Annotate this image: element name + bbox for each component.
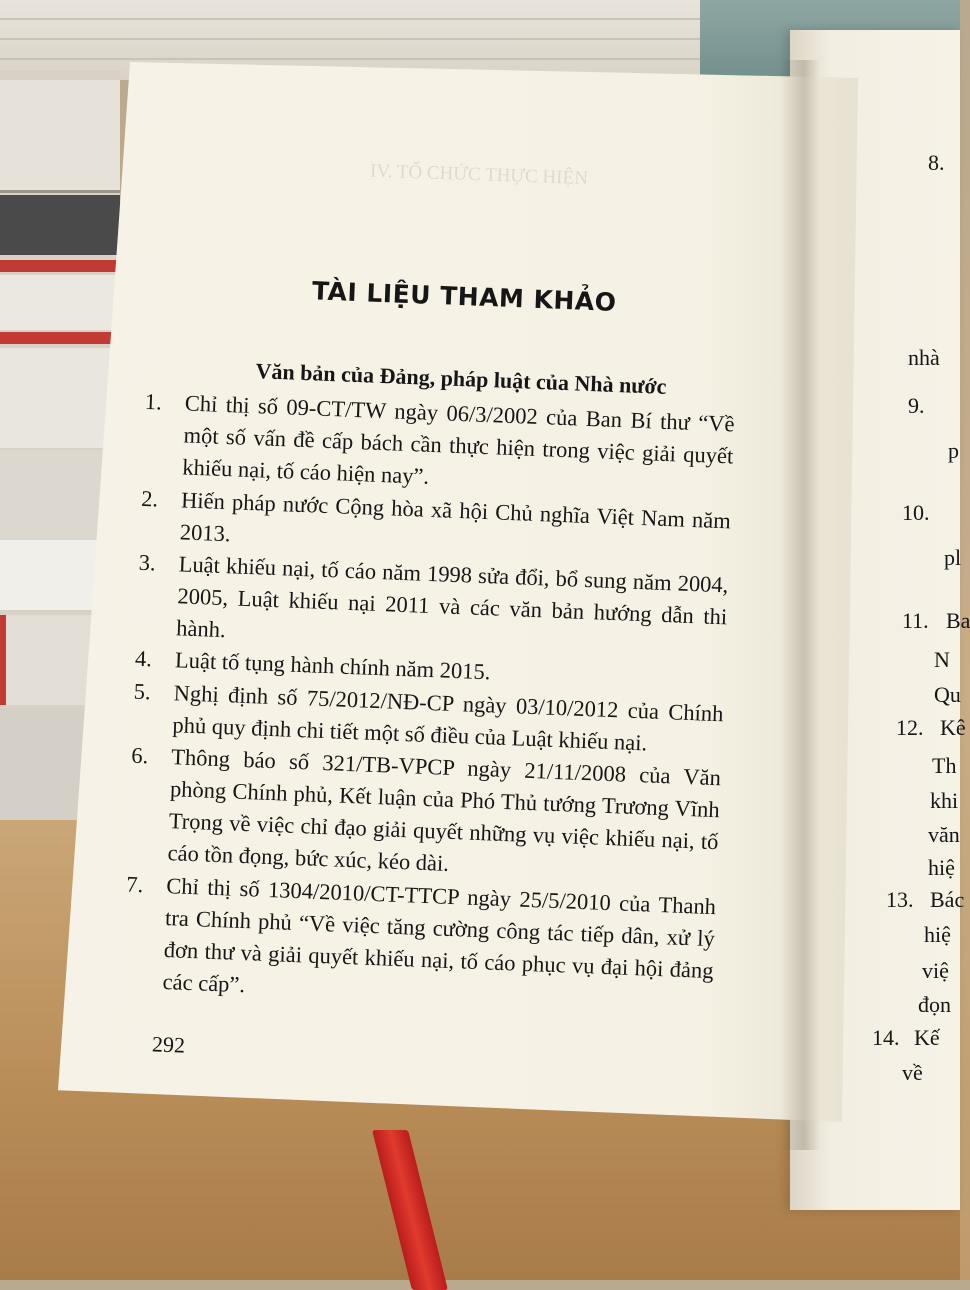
reference-list — [122, 386, 735, 1019]
reference-text: Nghị định số 75/2012/NĐ-CP ngày 03/10/2012 của Chính phủ quy định chi tiết một số điều của Luật khiếu nại. — [172, 679, 724, 756]
reference-number: 6. — [130, 742, 149, 769]
right-fragment: việ — [922, 958, 949, 983]
right-fragment: N — [934, 647, 950, 672]
right-fragment: Ba — [946, 608, 970, 633]
right-fragment: 8. — [928, 150, 945, 175]
right-fragment: đọn — [918, 992, 951, 1017]
right-fragment: 12. — [896, 715, 924, 740]
right-fragment: hiệ — [924, 922, 951, 947]
right-fragment: 14. — [872, 1025, 900, 1050]
reference-item — [122, 868, 717, 1019]
reference-text: Chỉ thị số 09-CT/TW ngày 06/3/2002 của Ban Bí thư “Về một số vấn đề cấp bách cần thực hiện trong việc giải quyết khiếu nại, tố cáo hiện nay”. — [181, 390, 735, 490]
reference-text: Chỉ thị số 1304/2010/CT-TTCP ngày 25/5/2010 của Thanh tra Chính phủ “Về việc tăng cường công tác tiếp dân, xử lý đơn thư và giải quyết khiếu nại, tố cáo phục vụ đại hội đảng các cấp”. — [162, 872, 717, 998]
reference-number: 1. — [144, 388, 163, 415]
right-fragment: Kê — [940, 715, 966, 740]
right-fragment: pl — [944, 545, 962, 570]
reference-text: Hiến pháp nước Cộng hòa xã hội Chủ nghĩa Việt Nam năm 2013. — [179, 486, 732, 546]
page-number: 292 — [151, 1031, 186, 1058]
right-fragment: nhà — [908, 345, 940, 370]
page-content — [122, 270, 739, 1019]
right-fragment: văn — [928, 822, 960, 847]
right-fragment: 13. — [886, 887, 914, 912]
section-heading: Văn bản của Đảng, pháp luật của Nhà nước — [255, 358, 667, 399]
right-fragment: về — [902, 1060, 923, 1085]
right-fragment: p — [948, 438, 959, 463]
reference-number: 2. — [140, 485, 159, 511]
page-title: TÀI LIỆU THAM KHẢO — [311, 276, 617, 317]
page-gutter-shadow — [780, 60, 820, 1150]
right-fragment: 10. — [902, 500, 930, 525]
right-fragment: Th — [932, 753, 957, 778]
reference-item — [127, 740, 722, 891]
right-fragment: Bác — [930, 887, 965, 912]
reference-number: 5. — [133, 678, 152, 704]
reference-number: 3. — [138, 549, 157, 576]
reference-text: Thông báo số 321/TB-VPCP ngày 21/11/2008 của Văn phòng Chính phủ, Kết luận của Phó Thủ tướng Trương Vĩnh Trọng về việc chỉ đạo giải quyết những vụ việc khiếu nại, tố cáo tồn đọng, bức xúc, kéo dài. — [167, 744, 722, 877]
show-through-heading: IV. TỔ CHỨC THỰC HIỆN — [369, 160, 589, 190]
right-fragment: hiệ — [928, 855, 955, 880]
right-fragment: 11. — [902, 608, 929, 633]
right-fragment: khi — [930, 788, 959, 813]
right-fragment: Qu — [934, 682, 961, 707]
right-fragment: 9. — [908, 393, 925, 418]
right-fragment: Kế — [914, 1025, 940, 1050]
reference-number: 4. — [134, 646, 153, 672]
reference-number: 7. — [125, 871, 144, 897]
reference-text: Luật khiếu nại, tố cáo năm 1998 sửa đổi, bổ sung năm 2004, 2005, Luật khiếu nại 2011 và các văn bản hướng dẫn thi hành. — [175, 551, 729, 643]
reference-text: Luật tố tụng hành chính năm 2015. — [174, 647, 491, 685]
